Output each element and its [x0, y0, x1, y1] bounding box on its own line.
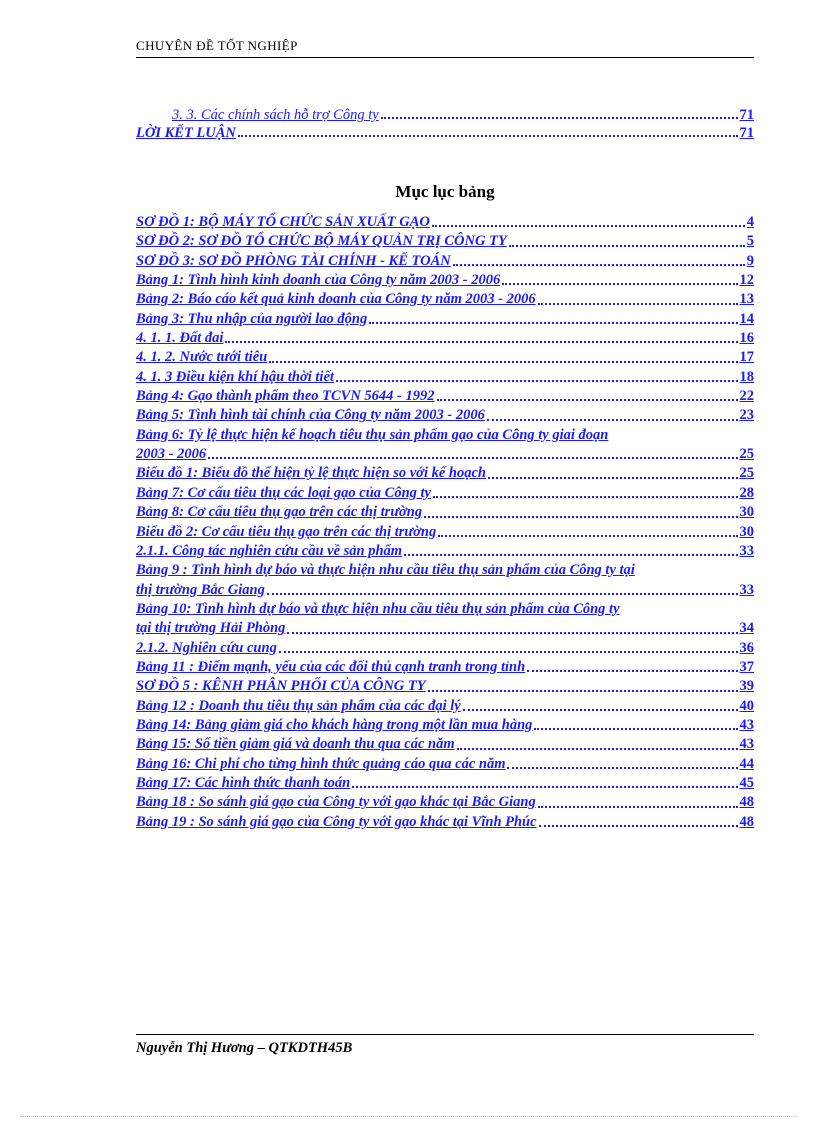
toc-entry-text: 2003 - 2006	[136, 446, 207, 463]
dot-leader	[457, 748, 738, 750]
toc-entry-text: thị trường Bắc Giang	[136, 581, 265, 598]
page-boundary	[20, 1116, 796, 1117]
toc-entry-text: Bảng 10: Tình hình dự báo và thực hiện nhu cầu tiêu thụ sản phẩm của Công ty	[136, 600, 620, 617]
toc-entry-text: Bảng 11 : Điểm mạnh, yếu của các đối thủ cạnh tranh trong tỉnh	[136, 658, 526, 675]
dot-leader	[336, 380, 738, 382]
dot-leader	[238, 135, 738, 137]
toc-page-number: 12	[739, 272, 754, 289]
toc-page-number: 16	[739, 330, 754, 347]
toc-entry-text: Bảng 2: Báo cáo kết quả kinh doanh của Công ty năm 2003 - 2006	[136, 291, 536, 308]
toc-page-number: 30	[739, 504, 754, 521]
toc-entry-link[interactable]	[136, 639, 754, 658]
toc-page-number: 37	[739, 658, 754, 675]
toc-entry-text: 4. 1. 1. Đất đai	[136, 330, 224, 347]
toc-page-number: 34	[739, 620, 754, 637]
toc-entry-text: Bảng 6: Tỷ lệ thực hiện kế hoạch tiêu thụ sản phẩm gạo của Công ty giai đoạn	[136, 426, 609, 443]
toc-page-number: 4	[746, 214, 754, 230]
toc-page-number: 40	[739, 697, 754, 714]
toc-entry-link[interactable]	[136, 464, 754, 483]
toc-entry-link[interactable]	[136, 755, 754, 774]
toc-entry-link[interactable]	[136, 774, 754, 793]
toc-entry-text: Bảng 7: Cơ cấu tiêu thụ các loại gạo của Công ty	[136, 484, 431, 501]
dot-leader	[433, 496, 738, 498]
dot-leader	[453, 264, 745, 266]
dot-leader	[267, 593, 738, 595]
toc-entry-link[interactable]	[136, 658, 754, 677]
toc-entry-link[interactable]	[136, 252, 754, 271]
toc-entry-link[interactable]	[136, 426, 754, 445]
toc-entry-text: SƠ ĐỒ 5 : KÊNH PHÂN PHỐI CỦA CÔNG TY	[136, 678, 426, 695]
dot-leader	[463, 709, 738, 711]
dot-leader	[352, 786, 737, 788]
toc-page-number: 45	[739, 774, 754, 791]
dot-leader	[534, 728, 737, 730]
toc-entry-link[interactable]	[136, 271, 754, 290]
toc-entry-link[interactable]	[136, 484, 754, 503]
toc-entry-link[interactable]	[136, 523, 754, 542]
toc-page-number: 25	[739, 446, 754, 463]
toc-entry-link[interactable]	[136, 445, 754, 464]
toc-entry-link[interactable]	[136, 600, 754, 619]
toc-link-3-3[interactable]	[136, 106, 754, 124]
footer-divider	[136, 1034, 754, 1035]
toc-entry-text: Biểu đồ 2: Cơ cấu tiêu thụ gạo trên các thị trường	[136, 523, 437, 540]
toc-entry-link[interactable]	[136, 561, 754, 580]
toc-page-number: 71	[739, 107, 754, 123]
toc-entry-link[interactable]	[136, 406, 754, 425]
dot-leader	[527, 670, 737, 672]
dot-leader	[269, 361, 737, 363]
toc-entry-text: Bảng 4: Gạo thành phẩm theo TCVN 5644 - 1992	[136, 388, 435, 405]
toc-entry-link[interactable]	[136, 329, 754, 348]
toc-page-number: 30	[739, 523, 754, 540]
toc-entry-link[interactable]	[136, 290, 754, 309]
dot-leader	[507, 767, 737, 769]
toc-page-number: 36	[739, 639, 754, 656]
toc-page-number: 48	[739, 813, 754, 830]
dot-leader	[381, 117, 738, 119]
toc-page-number: 22	[739, 388, 754, 405]
toc-entry-link[interactable]	[136, 232, 754, 251]
dot-leader	[432, 225, 745, 227]
toc-page-number: 17	[739, 349, 754, 366]
toc-page-number: 28	[739, 484, 754, 501]
toc-entry-text: 4. 1. 2. Nước tưới tiêu	[136, 349, 268, 366]
toc-entry-text: Bảng 17: Các hình thức thanh toán	[136, 774, 351, 791]
toc-link-text: 3. 3. Các chính sách hỗ trợ Công ty	[172, 107, 379, 123]
toc-entry-link[interactable]	[136, 735, 754, 754]
toc-entry-link[interactable]	[136, 503, 754, 522]
toc-entry-link[interactable]	[136, 542, 754, 561]
toc-page-number: 39	[739, 678, 754, 695]
toc-page-number: 44	[739, 755, 754, 772]
toc-entry-text: Bảng 19 : So sánh giá gạo của Công ty với gạo khác tại Vĩnh Phúc	[136, 813, 537, 830]
toc-page-number: 18	[739, 368, 754, 385]
toc-entry-text: 2.1.2. Nghiên cứu cung	[136, 639, 277, 656]
dot-leader	[438, 535, 737, 537]
toc-entry-text: 2.1.1. Công tác nghiên cứu cầu về sản phẩm	[136, 542, 403, 559]
toc-entry-text: Bảng 14: Bảng giảm giá cho khách hàng trong một lần mua hàng	[136, 716, 533, 733]
toc-entry-link[interactable]	[136, 619, 754, 638]
toc-entry-text: Bảng 8: Cơ cấu tiêu thụ gạo trên các thị trường	[136, 504, 423, 521]
dot-leader	[509, 245, 745, 247]
toc-link-ket-luan[interactable]	[136, 124, 754, 142]
toc-entry-text: Bảng 1: Tình hình kinh doanh của Công ty năm 2003 - 2006	[136, 272, 501, 289]
toc-entry-text: Biểu đồ 1: Biểu đồ thể hiện tỷ lệ thực hiện so với kế hoạch	[136, 465, 486, 482]
toc-entry-link[interactable]	[136, 310, 754, 329]
dot-leader	[287, 632, 737, 634]
toc-continued	[136, 106, 754, 142]
toc-page-number: 13	[739, 291, 754, 308]
toc-page-number: 25	[739, 465, 754, 482]
toc-page-number: 33	[739, 542, 754, 559]
dot-leader	[208, 457, 737, 459]
dot-leader	[502, 283, 737, 285]
toc-entry-link[interactable]	[136, 387, 754, 406]
toc-entry-text: Bảng 12 : Doanh thu tiêu thụ sản phẩm của các đại lý	[136, 697, 461, 714]
toc-entry-link[interactable]	[136, 793, 754, 812]
dot-leader	[424, 516, 737, 518]
dot-leader	[437, 399, 738, 401]
table-of-figures	[136, 213, 754, 832]
dot-leader	[538, 806, 738, 808]
toc-entry-text: SƠ ĐỒ 2: SƠ ĐỒ TỔ CHỨC BỘ MÁY QUẢN TRỊ CÔNG TY	[136, 233, 507, 250]
toc-page-number: 33	[739, 581, 754, 598]
toc-page-number: 48	[739, 794, 754, 811]
dot-leader	[225, 341, 737, 343]
toc-entry-link[interactable]	[136, 677, 754, 696]
toc-entry-text: Bảng 5: Tình hình tài chính của Công ty năm 2003 - 2006	[136, 407, 485, 424]
toc-entry-link[interactable]	[136, 716, 754, 735]
toc-link-text: LỜI KẾT LUẬN	[136, 125, 236, 141]
header-divider	[136, 57, 754, 58]
toc-page-number: 14	[739, 310, 754, 327]
toc-page-number: 43	[739, 736, 754, 753]
toc-entry-text: Bảng 18 : So sánh giá gạo của Công ty với gạo khác tại Bắc Giang	[136, 794, 536, 811]
toc-entry-link[interactable]	[136, 581, 754, 600]
dot-leader	[369, 322, 737, 324]
toc-entry-text: tại thị trường Hải Phòng	[136, 620, 286, 637]
toc-entry-text: Bảng 3: Thu nhập của người lao động	[136, 310, 368, 327]
dot-leader	[279, 651, 738, 653]
toc-entry-link[interactable]	[136, 813, 754, 832]
section-title: Mục lục bảng	[395, 182, 495, 201]
toc-entry-text: 4. 1. 3 Điều kiện khí hậu thời tiết	[136, 368, 334, 385]
dot-leader	[488, 477, 738, 479]
dot-leader	[487, 419, 738, 421]
toc-entry-text: SƠ ĐỒ 3: SƠ ĐỒ PHÒNG TÀI CHÍNH - KẾ TOÁN	[136, 252, 451, 269]
toc-page-number: 23	[739, 407, 754, 424]
dot-leader	[428, 690, 738, 692]
toc-entry-link[interactable]	[136, 213, 754, 232]
dot-leader	[538, 303, 738, 305]
toc-page-number: 71	[739, 125, 754, 141]
dot-leader	[404, 554, 737, 556]
toc-entry-text: Bảng 9 : Tình hình dự báo và thực hiện nhu cầu tiêu thụ sản phẩm của Công ty tại	[136, 562, 635, 579]
page-footer: Nguyễn Thị Hương – QTKDTH45B	[136, 1040, 353, 1056]
toc-page-number: 43	[739, 716, 754, 733]
toc-entry-text: Bảng 15: Số tiền giảm giá và doanh thu qua các năm	[136, 736, 455, 753]
toc-entry-text: SƠ ĐỒ 1: BỘ MÁY TỔ CHỨC SẢN XUẤT GẠO	[136, 214, 430, 230]
toc-entry-link[interactable]	[136, 368, 754, 387]
toc-entry-link[interactable]	[136, 348, 754, 367]
toc-entry-text: Bảng 16: Chi phí cho từng hình thức quảng cáo qua các năm	[136, 755, 506, 772]
dot-leader	[539, 825, 738, 827]
toc-page-number: 9	[746, 252, 754, 269]
page-header: CHUYÊN ĐỀ TỐT NGHIỆP	[136, 38, 298, 53]
toc-entry-link[interactable]	[136, 697, 754, 716]
toc-page-number: 5	[746, 233, 754, 250]
